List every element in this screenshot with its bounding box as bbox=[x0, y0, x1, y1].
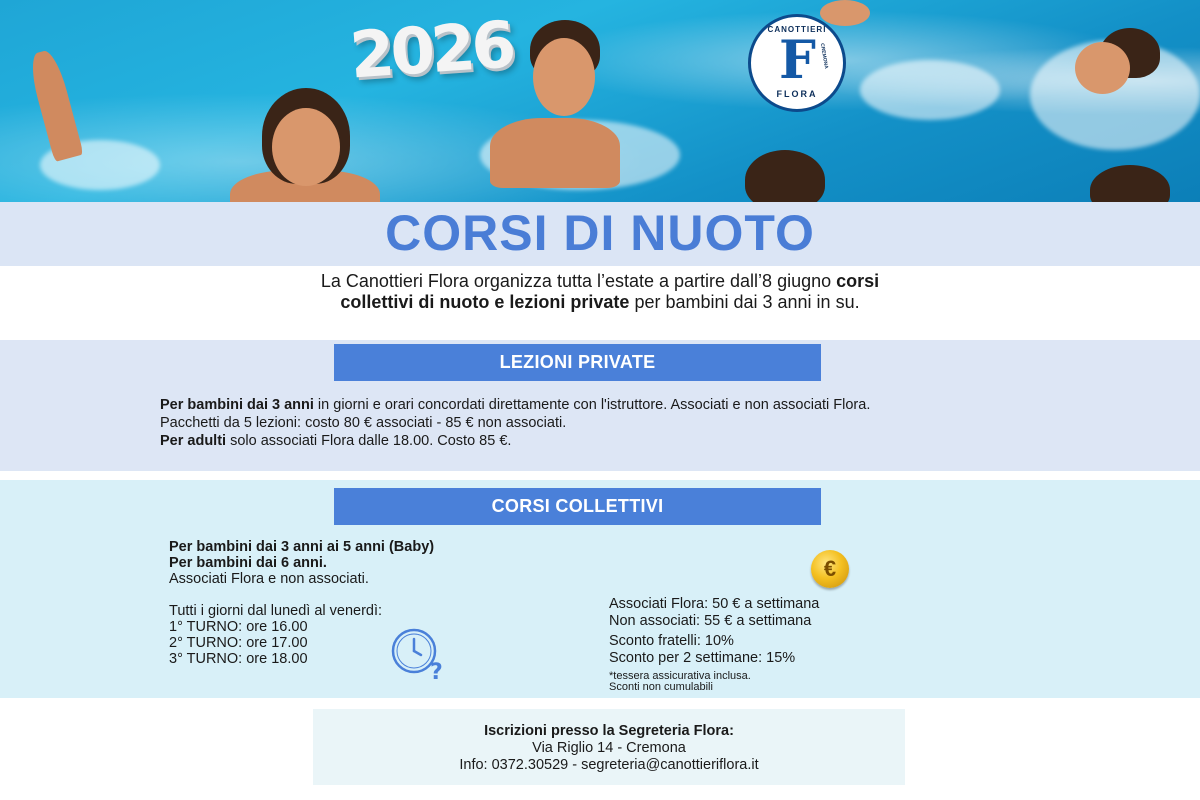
price-members: Associati Flora: 50 € a settimana bbox=[609, 596, 820, 612]
intro-text-end: per bambini dai 3 anni in su. bbox=[629, 292, 860, 312]
enrollment-heading: Iscrizioni presso la Segreteria Flora: bbox=[484, 723, 734, 739]
insurance-note: *tessera assicurativa inclusa. bbox=[609, 670, 751, 682]
private-children-desc: in giorni e orari concordati direttamente con l'istruttore. Associati e non associati Flora. bbox=[313, 397, 871, 413]
private-adults-desc: solo associati Flora dalle 18.00. Costo 85 €. bbox=[226, 433, 512, 449]
logo-text-bottom: FLORA bbox=[776, 89, 818, 99]
private-lessons-text bbox=[160, 396, 1060, 450]
turn-3: 3° TURNO: ore 18.00 bbox=[169, 651, 308, 667]
swimmer-figure bbox=[272, 108, 340, 186]
discount-weeks: Sconto per 2 settimane: 15% bbox=[609, 650, 796, 666]
water-splash bbox=[860, 60, 1000, 120]
group-courses-heading: CORSI COLLETTIVI bbox=[334, 488, 821, 525]
turn-2: 2° TURNO: ore 17.00 bbox=[169, 635, 308, 651]
private-children-label: Per bambini dai 3 anni bbox=[160, 397, 314, 413]
year-3d-text: 2026 bbox=[347, 8, 515, 94]
swimmer-figure bbox=[1090, 165, 1170, 202]
turn-1: 1° TURNO: ore 16.00 bbox=[169, 619, 308, 635]
age-six: Per bambini dai 6 anni. bbox=[169, 555, 327, 571]
swimmer-figure bbox=[1075, 42, 1130, 94]
euro-coin-icon: € bbox=[811, 550, 849, 588]
intro-text: La Canottieri Flora organizza tutta l’estate a partire dall’8 giugno bbox=[320, 271, 837, 291]
group-courses-schedule bbox=[169, 539, 549, 667]
logo-city: CREMONA bbox=[818, 42, 830, 70]
age-baby: Per bambini dai 3 anni ai 5 anni (Baby) bbox=[169, 539, 435, 555]
title-band bbox=[0, 202, 1200, 266]
swimmer-figure bbox=[533, 38, 595, 116]
private-line-packages: Pacchetti da 5 lezioni: costo 80 € associati - 85 € non associati. bbox=[160, 415, 567, 431]
private-lessons-heading: LEZIONI PRIVATE bbox=[334, 344, 821, 381]
clock-icon bbox=[390, 627, 444, 681]
swimmer-figure bbox=[490, 118, 620, 188]
private-line-adults bbox=[160, 432, 1060, 450]
private-adults-label: Per adulti bbox=[160, 433, 227, 449]
discount-note: Sconti non cumulabili bbox=[609, 681, 713, 693]
page-title: CORSI DI NUOTO bbox=[385, 205, 815, 261]
swimmer-figure bbox=[745, 150, 825, 202]
enrollment-contact: Info: 0372.30529 - segreteria@canottieriflora.it bbox=[459, 757, 759, 773]
private-line-children bbox=[160, 396, 1060, 414]
logo-letter: F bbox=[779, 30, 816, 91]
price-nonmembers: Non associati: 55 € a settimana bbox=[609, 613, 812, 629]
membership-info: Associati Flora e non associati. bbox=[169, 571, 369, 587]
swimmer-figure bbox=[820, 0, 870, 26]
hero-photo bbox=[0, 0, 1200, 202]
svg-text:?: ? bbox=[430, 660, 443, 681]
days-info: Tutti i giorni dal lunedì al venerdì: bbox=[169, 603, 383, 619]
intro-paragraph bbox=[300, 271, 900, 313]
group-courses-prices bbox=[609, 596, 929, 693]
club-logo bbox=[748, 14, 846, 112]
intro-highlight: corsi collettivi di nuoto e lezioni private bbox=[340, 271, 880, 312]
logo-text-top: CANOTTIERI bbox=[767, 25, 827, 34]
swimmer-figure bbox=[26, 48, 83, 162]
enrollment-box bbox=[313, 709, 905, 785]
enrollment-address: Via Riglio 14 - Cremona bbox=[532, 740, 686, 756]
enrollment-text bbox=[313, 723, 905, 774]
discount-siblings: Sconto fratelli: 10% bbox=[609, 633, 734, 649]
